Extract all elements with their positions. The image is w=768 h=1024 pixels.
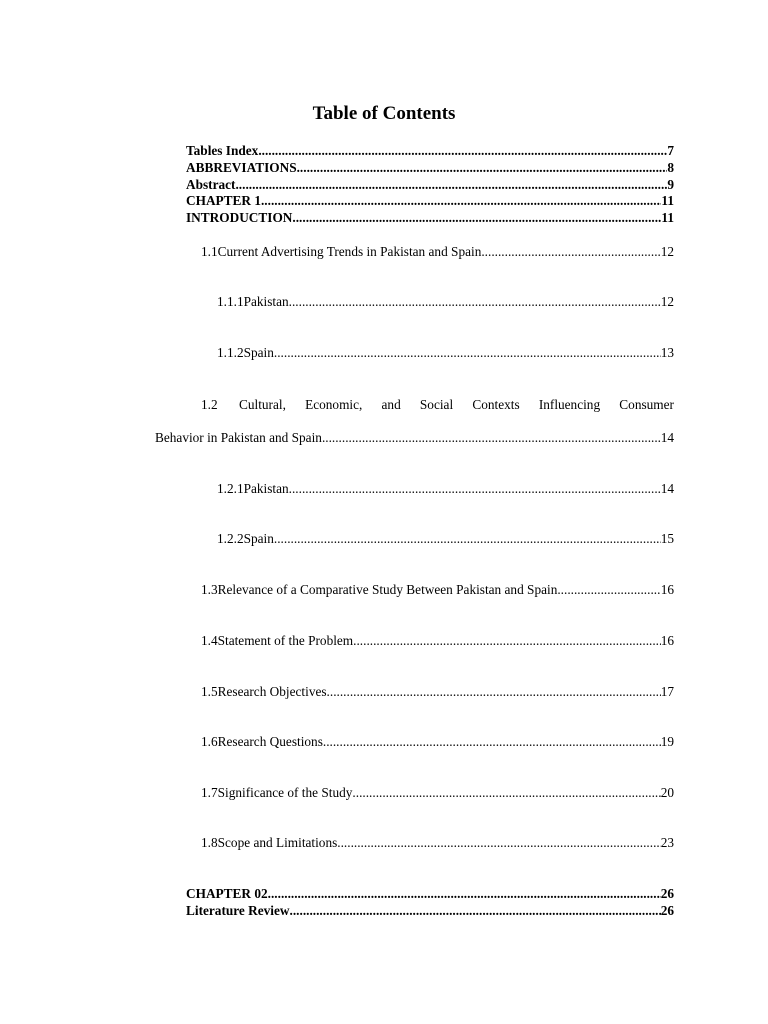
- dot-leader: [274, 344, 661, 361]
- section-number: 1.3: [201, 582, 218, 597]
- toc-entry-1-6[interactable]: [201, 733, 674, 750]
- toc-entry-1-3[interactable]: [201, 581, 674, 598]
- dot-leader: [353, 632, 661, 649]
- toc-page-number: 9: [667, 177, 674, 192]
- section-number: 1.8: [201, 835, 218, 850]
- toc-entry-chapter-1[interactable]: [186, 192, 674, 209]
- toc-entry-abstract[interactable]: [186, 176, 674, 193]
- toc-entry-text: Relevance of a Comparative Study Between Pakistan and Spain: [217, 582, 558, 597]
- toc-entry-1-4[interactable]: [201, 632, 674, 649]
- word: Contexts: [472, 397, 520, 412]
- toc-entry-1-1-1[interactable]: [217, 293, 674, 310]
- toc-entry-text: Spain: [243, 531, 274, 546]
- toc-entry-text: INTRODUCTION: [186, 210, 293, 225]
- toc-entry-chapter-02[interactable]: [186, 885, 674, 902]
- dot-leader: [289, 480, 661, 497]
- section-number: 1.7: [201, 785, 218, 800]
- toc-entry-1-8[interactable]: [201, 834, 674, 851]
- word: Cultural,: [239, 397, 286, 412]
- section-number: 1.2.2: [217, 531, 244, 546]
- toc-entry-text: Significance of the Study: [217, 785, 353, 800]
- toc-entry-text: Pakistan: [243, 294, 289, 309]
- toc-entry-1-1-2[interactable]: [217, 344, 674, 361]
- toc-page-number: 16: [660, 582, 674, 597]
- dot-leader: [323, 733, 661, 750]
- toc-entry-text: Behavior in Pakistan and Spain: [155, 430, 322, 445]
- toc-entry-text: Statement of the Problem: [217, 633, 354, 648]
- toc-page-number: 16: [660, 633, 674, 648]
- toc-page-number: 23: [660, 835, 674, 850]
- toc-page-number: 20: [660, 785, 674, 800]
- toc-page-number: 11: [661, 210, 674, 225]
- dot-leader: [557, 581, 660, 598]
- dot-leader: [289, 293, 661, 310]
- dot-leader: [235, 176, 667, 193]
- toc-page-number: 26: [660, 886, 674, 901]
- word: Social: [419, 397, 454, 412]
- toc-entry-text: Literature Review: [186, 903, 290, 918]
- toc-entry-introduction[interactable]: [186, 209, 674, 226]
- toc-entry-text: Abstract: [186, 177, 236, 192]
- word: Influencing: [538, 397, 601, 412]
- toc-page-number: 12: [660, 244, 674, 259]
- toc-page-number: 26: [660, 903, 674, 918]
- toc-entry-text: Spain: [243, 345, 274, 360]
- toc-entry-text: Pakistan: [243, 481, 289, 496]
- dot-leader: [322, 429, 661, 446]
- toc-entry-text: Research Objectives: [217, 684, 327, 699]
- dot-leader: [481, 243, 660, 260]
- toc-entry-abbreviations[interactable]: [186, 159, 674, 176]
- dot-leader: [297, 159, 668, 176]
- toc-page-number: 12: [660, 294, 674, 309]
- toc-entry-text: ABBREVIATIONS: [186, 160, 297, 175]
- dot-leader: [261, 192, 661, 209]
- toc-page-number: 13: [660, 345, 674, 360]
- word: and: [381, 397, 401, 412]
- dot-leader: [337, 834, 660, 851]
- dot-leader: [258, 142, 667, 159]
- toc-entry-text: Current Advertising Trends in Pakistan and Spain: [217, 244, 482, 259]
- toc-page-number: 14: [660, 430, 674, 445]
- toc-entry-text: Scope and Limitations: [217, 835, 338, 850]
- dot-leader: [290, 902, 661, 919]
- toc-entry-1-2-line1[interactable]: [201, 396, 674, 413]
- toc-entry-literature-review[interactable]: [186, 902, 674, 919]
- toc-entry-1-2-line2[interactable]: [155, 429, 674, 446]
- toc-entry-1-1[interactable]: [201, 243, 674, 260]
- dot-leader: [274, 530, 661, 547]
- section-number: 1.1: [201, 244, 218, 259]
- section-number: 1.5: [201, 684, 218, 699]
- dot-leader: [352, 784, 660, 801]
- toc-page-number: 17: [660, 684, 674, 699]
- toc-entry-1-2-2[interactable]: [217, 530, 674, 547]
- toc-entry-text: CHAPTER 02: [186, 886, 268, 901]
- dot-leader: [292, 209, 661, 226]
- toc-entry-text: Research Questions: [217, 734, 323, 749]
- toc-page-number: 7: [667, 143, 674, 158]
- toc-entry-1-2-1[interactable]: [217, 480, 674, 497]
- section-number: 1.6: [201, 734, 218, 749]
- section-number: 1.2: [201, 397, 218, 412]
- toc-entry-tables-index[interactable]: [186, 142, 674, 159]
- word: Consumer: [619, 397, 674, 412]
- toc-page-number: 15: [660, 531, 674, 546]
- toc-page-number: 11: [661, 193, 674, 208]
- dot-leader: [268, 885, 661, 902]
- section-number: 1.4: [201, 633, 218, 648]
- toc-entry-text: Tables Index: [186, 143, 259, 158]
- toc-entry-text: CHAPTER 1: [186, 193, 261, 208]
- section-number: 1.2.1: [217, 481, 244, 496]
- section-number: 1.1.2: [217, 345, 244, 360]
- dot-leader: [327, 683, 661, 700]
- page-title: Table of Contents: [312, 103, 456, 124]
- toc-entry-1-5[interactable]: [201, 683, 674, 700]
- toc-page-number: 19: [660, 734, 674, 749]
- word: Economic,: [305, 397, 363, 412]
- toc-entry-1-7[interactable]: [201, 784, 674, 801]
- toc-page-number: 8: [667, 160, 674, 175]
- toc-entry-text: [239, 396, 674, 413]
- toc-page-number: 14: [660, 481, 674, 496]
- section-number: 1.1.1: [217, 294, 244, 309]
